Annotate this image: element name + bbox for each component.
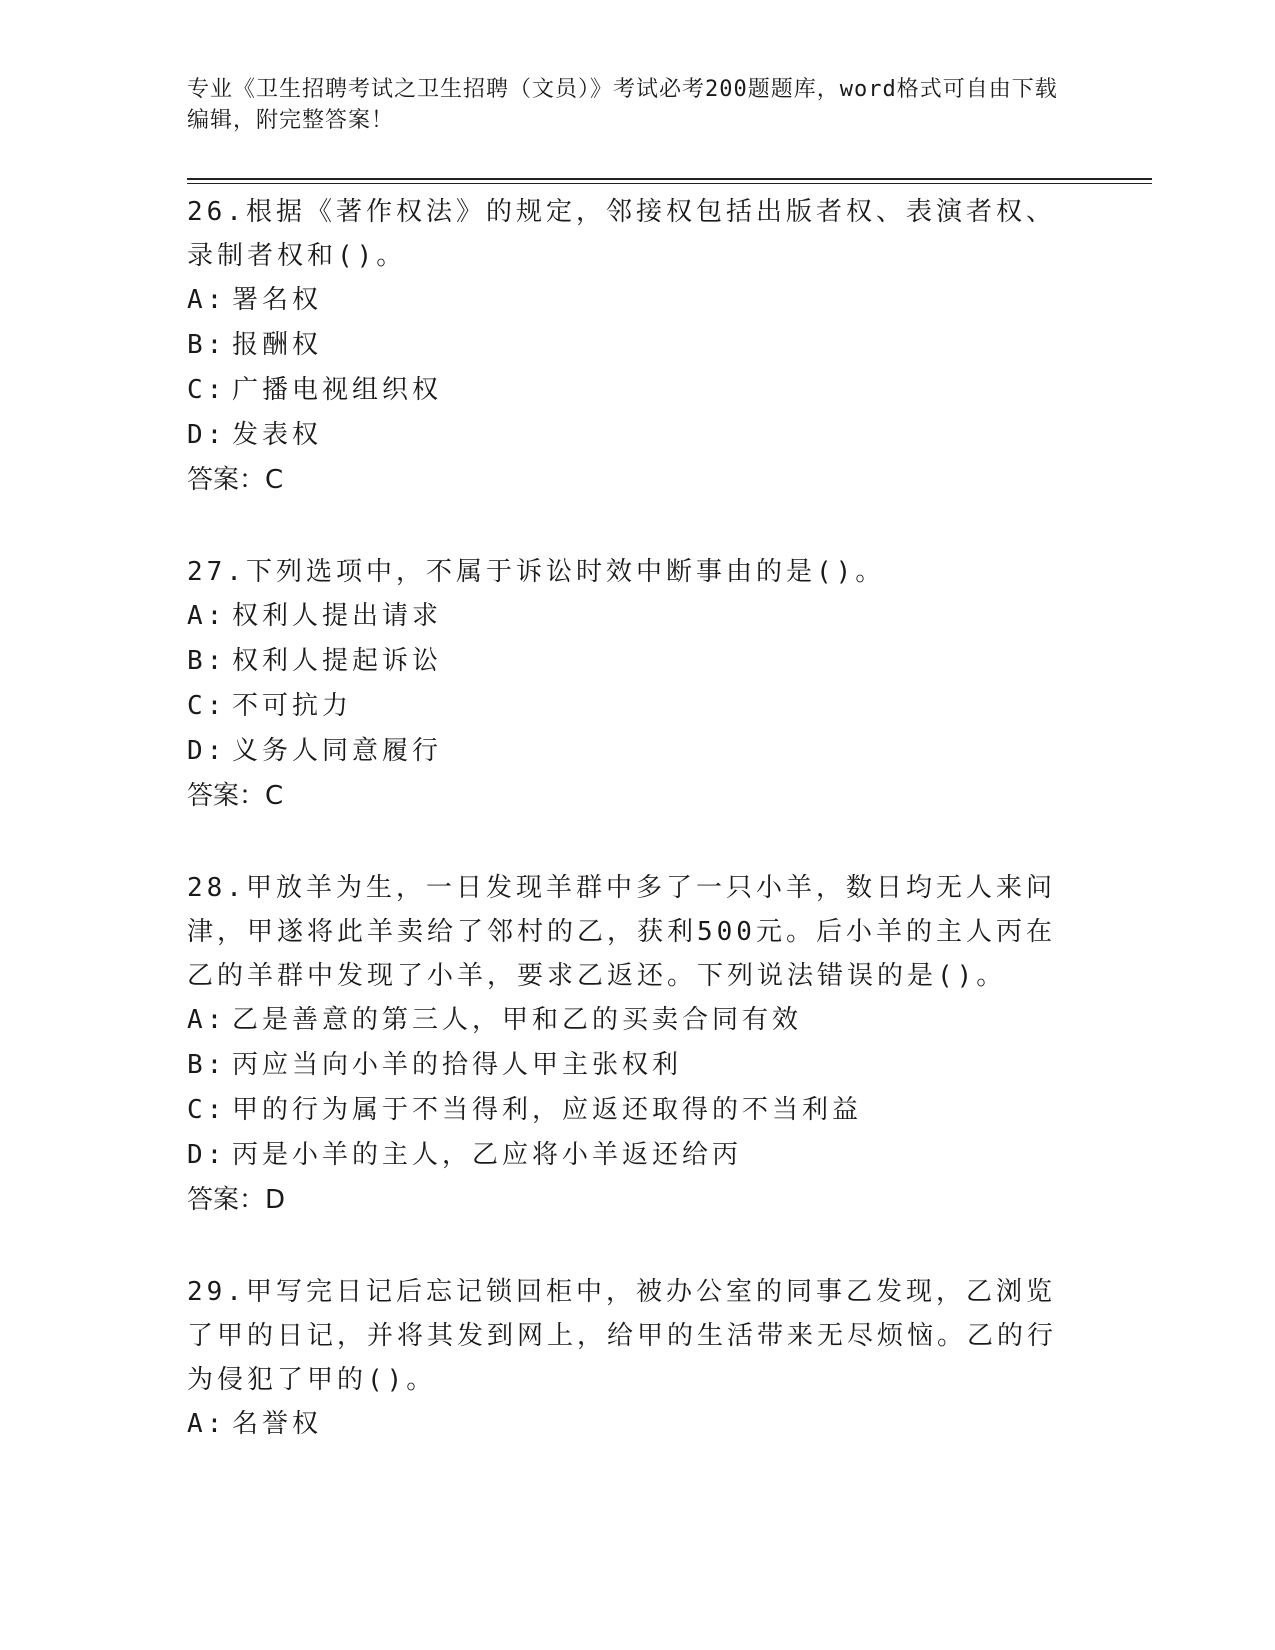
option-key: D:: [187, 420, 227, 450]
document-header: 专业《卫生招聘考试之卫生招聘（文员）》考试必考200题题库，word格式可自由下载编辑，附完整答案！: [187, 77, 1058, 133]
option-key: A:: [187, 1005, 227, 1035]
option-key: C:: [187, 691, 227, 721]
question-stem: 26.根据《著作权法》的规定，邻接权包括出版者权、表演者权、录制者权和()。: [187, 197, 1056, 271]
option-a: [187, 594, 1077, 639]
option-c: [187, 368, 1077, 413]
answer-line: 答案：C: [187, 781, 284, 811]
option-c: [187, 1088, 1077, 1133]
option-key: A:: [187, 1409, 227, 1439]
option-key: C:: [187, 375, 227, 405]
option-b: [187, 323, 1077, 368]
option-key: D:: [187, 1140, 227, 1170]
option-key: B:: [187, 1050, 227, 1080]
question-spacer: [187, 1222, 1077, 1270]
option-d: [187, 413, 1077, 458]
option-key: B:: [187, 330, 227, 360]
question-28: [187, 866, 1077, 1222]
option-a: [187, 1402, 1077, 1447]
option-b: [187, 639, 1077, 684]
option-d: [187, 729, 1077, 774]
option-key: B:: [187, 646, 227, 676]
option-b: [187, 1043, 1077, 1088]
question-stem: 29.甲写完日记后忘记锁回柜中，被办公室的同事乙发现，乙浏览了甲的日记，并将其发到网上，给甲的生活带来无尽烦恼。乙的行为侵犯了甲的()。: [187, 1277, 1058, 1395]
question-stem: 28.甲放羊为生，一日发现羊群中多了一只小羊，数日均无人来问津，甲遂将此羊卖给了邻村的乙，获利500元。后小羊的主人丙在乙的羊群中发现了小羊，要求乙返还。下列说法错误的是()。: [187, 873, 1056, 991]
answer-line: 答案：D: [187, 1185, 286, 1215]
header-divider-thin: [187, 183, 1152, 184]
question-spacer: [187, 818, 1077, 866]
option-text: 丙是小羊的主人，乙应将小羊返还给丙: [232, 1140, 743, 1170]
question-26: [187, 190, 1077, 502]
option-text: 不可抗力: [232, 691, 353, 721]
option-text: 权利人提出请求: [232, 601, 443, 631]
option-d: [187, 1133, 1077, 1178]
answer-line: 答案：C: [187, 465, 284, 495]
option-text: 名誉权: [232, 1409, 323, 1439]
option-text: 广播电视组织权: [232, 375, 443, 405]
option-text: 丙应当向小羊的拾得人甲主张权利: [232, 1050, 683, 1080]
option-text: 署名权: [232, 285, 323, 315]
question-27: [187, 550, 1077, 818]
option-text: 报酬权: [232, 330, 323, 360]
option-a: [187, 998, 1077, 1043]
option-key: D:: [187, 736, 227, 766]
option-a: [187, 278, 1077, 323]
option-text: 发表权: [232, 420, 323, 450]
option-key: A:: [187, 601, 227, 631]
option-text: 乙是善意的第三人，甲和乙的买卖合同有效: [232, 1005, 803, 1035]
question-29: [187, 1270, 1077, 1447]
question-list: [187, 190, 1077, 1447]
question-stem: 27.下列选项中，不属于诉讼时效中断事由的是()。: [187, 557, 886, 587]
option-text: 义务人同意履行: [232, 736, 443, 766]
option-text: 甲的行为属于不当得利，应返还取得的不当利益: [232, 1095, 863, 1125]
question-spacer: [187, 502, 1077, 550]
header-divider-thick: [187, 178, 1152, 180]
option-c: [187, 684, 1077, 729]
option-text: 权利人提起诉讼: [232, 646, 443, 676]
option-key: A:: [187, 285, 227, 315]
option-key: C:: [187, 1095, 227, 1125]
